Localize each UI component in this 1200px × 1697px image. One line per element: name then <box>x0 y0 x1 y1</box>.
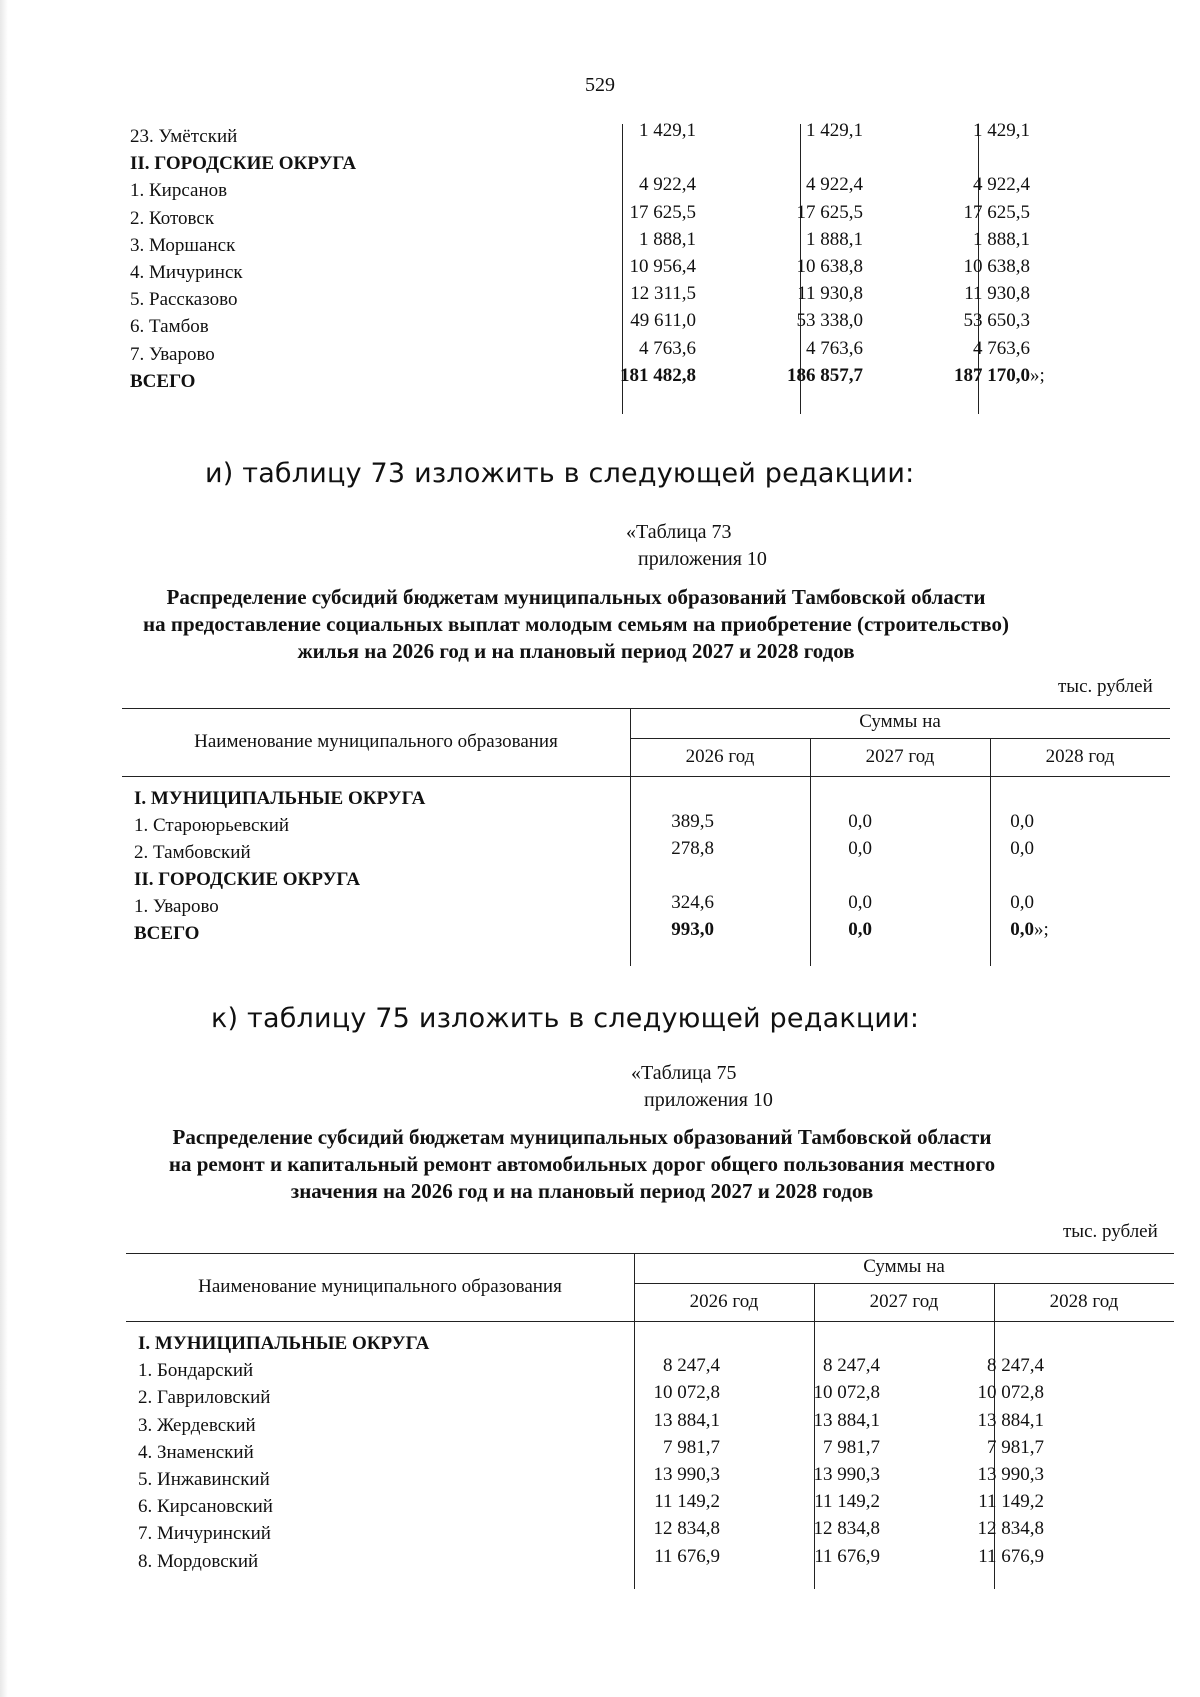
instruction-k: к) таблицу 75 изложить в следующей редакции: <box>211 1003 920 1034</box>
row-name: 1. Кирсанов <box>130 180 228 202</box>
header-top-border <box>122 708 1170 709</box>
row-name: 23. Умётский <box>130 126 238 147</box>
cell-year-3: 4 763,6 <box>973 337 1030 359</box>
cell-year-3: 0,0 <box>1010 919 1034 940</box>
header-year-2026: 2026 год <box>685 746 755 767</box>
header-sub-border <box>634 1283 1174 1284</box>
row-name: II. ГОРОДСКИЕ ОКРУГА <box>130 153 357 175</box>
row-name: 2. Тамбовский <box>134 842 251 863</box>
row-name: 7. Уварово <box>130 343 215 365</box>
cell-year-2: 4 922,4 <box>806 174 863 196</box>
cell-year-3: 0,0 <box>1010 892 1034 913</box>
table73-caption-2: приложения 10 <box>638 548 767 570</box>
row-name: 1. Староюрьевский <box>134 815 290 836</box>
row-name: II. ГОРОДСКИЕ ОКРУГА <box>134 869 361 890</box>
table-row <box>130 364 1130 395</box>
table-75 <box>126 1253 1176 1593</box>
cell-year-1: 4 922,4 <box>639 174 696 196</box>
table75-caption-2: приложения 10 <box>644 1089 773 1111</box>
cell-year-1: 10 072,8 <box>653 1382 720 1404</box>
row-name: ВСЕГО <box>130 370 196 392</box>
header-name: Наименование муниципального образования <box>198 1276 562 1297</box>
cell-year-2: 0,0 <box>848 811 872 832</box>
cell-year-3: 13 990,3 <box>977 1464 1044 1485</box>
row-name: 7. Мичуринский <box>138 1523 271 1545</box>
table73-title-line3: жилья на 2026 год и на плановый период 2027 и 2028 годов <box>297 639 855 663</box>
cell-year-2: 11 676,9 <box>814 1545 880 1567</box>
row-name: I. МУНИЦИПАЛЬНЫЕ ОКРУГА <box>138 1333 430 1354</box>
table-row <box>138 1545 1178 1575</box>
table75-units: тыс. рублей <box>1063 1221 1158 1242</box>
header-year-2028: 2028 год <box>1045 746 1115 767</box>
cell-year-3: 11 930,8 <box>964 283 1030 305</box>
row-name: 8. Мордовский <box>138 1550 259 1572</box>
cell-year-2: 17 625,5 <box>796 201 863 223</box>
cell-year-1: 12 311,5 <box>630 283 696 305</box>
cell-year-2: 8 247,4 <box>823 1355 880 1377</box>
cell-year-1: 993,0 <box>671 919 714 940</box>
row-name: 2. Гавриловский <box>138 1387 271 1409</box>
cell-year-1: 49 611,0 <box>630 310 696 332</box>
table-row <box>134 921 1174 947</box>
cell-year-2: 13 990,3 <box>813 1464 880 1485</box>
closing-quote: »; <box>1034 919 1049 940</box>
cell-year-1: 12 834,8 <box>653 1518 720 1540</box>
header-year-2027: 2027 год <box>865 746 935 767</box>
cell-year-2: 10 072,8 <box>813 1382 880 1404</box>
cell-year-2: 186 857,7 <box>787 364 863 386</box>
cell-year-1: 17 625,5 <box>629 201 696 223</box>
cell-year-2: 0,0 <box>848 892 872 913</box>
cell-year-3: 11 676,9 <box>978 1545 1044 1567</box>
cell-year-2: 53 338,0 <box>796 310 863 332</box>
table73-units: тыс. рублей <box>1058 676 1153 697</box>
cell-year-3: 7 981,7 <box>987 1436 1044 1458</box>
row-name: 1. Бондарский <box>138 1360 254 1382</box>
row-name: 5. Инжавинский <box>138 1469 270 1490</box>
table73-caption-1: «Таблица 73 <box>626 521 732 543</box>
cell-year-1: 13 884,1 <box>653 1409 720 1431</box>
header-sums: Суммы на <box>863 1256 945 1277</box>
cell-year-3: 10 072,8 <box>977 1382 1044 1404</box>
header-top-border <box>126 1253 1174 1254</box>
cell-year-3: 17 625,5 <box>963 201 1030 223</box>
cell-year-1: 13 990,3 <box>653 1464 720 1485</box>
cell-year-1: 1 888,1 <box>639 228 696 250</box>
header-name: Наименование муниципального образования <box>194 731 558 752</box>
header-bottom-border <box>122 776 1170 777</box>
row-name: 4. Мичуринск <box>130 262 243 283</box>
page-number: 529 <box>585 74 615 96</box>
cell-year-1: 278,8 <box>671 838 714 859</box>
row-name: 1. Уварово <box>134 896 219 917</box>
table-top-continuation <box>130 120 1130 416</box>
cell-year-1: 7 981,7 <box>663 1436 720 1458</box>
table75-title-line3: значения на 2026 год и на плановый период 2027 и 2028 годов <box>290 1179 874 1203</box>
cell-year-3: 11 149,2 <box>978 1491 1044 1513</box>
cell-year-2: 13 884,1 <box>813 1409 880 1431</box>
cell-year-2: 11 930,8 <box>797 283 863 305</box>
cell-year-1: 8 247,4 <box>663 1355 720 1377</box>
cell-year-3: 1 888,1 <box>973 228 1030 250</box>
cell-year-3: 12 834,8 <box>977 1518 1044 1540</box>
closing-quote: »; <box>1030 364 1045 386</box>
header-year-2028: 2028 год <box>1049 1291 1119 1312</box>
table75-title-line1: Распределение субсидий бюджетам муниципальных образований Тамбовской области <box>172 1125 992 1149</box>
cell-year-1: 11 676,9 <box>654 1545 720 1567</box>
cell-year-3: 0,0 <box>1010 811 1034 832</box>
table73-title-line2: на предоставление социальных выплат молодым семьям на приобретение (строительство) <box>143 612 1009 636</box>
header-year-2027: 2027 год <box>869 1291 939 1312</box>
cell-year-1: 10 956,4 <box>629 256 696 277</box>
cell-year-2: 7 981,7 <box>823 1436 880 1458</box>
row-name: 2. Котовск <box>130 207 215 229</box>
row-name: 5. Рассказово <box>130 289 238 311</box>
row-name: I. МУНИЦИПАЛЬНЫЕ ОКРУГА <box>134 788 426 809</box>
row-name: 6. Тамбов <box>130 316 209 338</box>
header-sums: Суммы на <box>859 711 941 732</box>
table-row <box>134 840 1174 866</box>
row-name: ВСЕГО <box>134 923 200 944</box>
cell-year-2: 0,0 <box>848 919 872 940</box>
row-name: 4. Знаменский <box>138 1441 254 1463</box>
cell-year-2: 12 834,8 <box>813 1518 880 1540</box>
cell-year-2: 4 763,6 <box>806 337 863 359</box>
scan-edge-shadow <box>0 0 8 1697</box>
row-name: 3. Моршанск <box>130 234 236 256</box>
cell-year-3: 8 247,4 <box>987 1355 1044 1377</box>
table75-title-line2: на ремонт и капитальный ремонт автомобильных дорог общего пользования местного <box>168 1152 996 1176</box>
header-sub-border <box>630 738 1170 739</box>
cell-year-3: 4 922,4 <box>973 174 1030 196</box>
cell-year-1: 4 763,6 <box>639 337 696 359</box>
cell-year-3: 10 638,8 <box>963 256 1030 277</box>
cell-year-3: 1 429,1 <box>973 120 1030 141</box>
cell-year-3: 187 170,0 <box>954 364 1030 386</box>
instruction-i: и) таблицу 73 изложить в следующей редакции: <box>205 458 915 489</box>
cell-year-2: 11 149,2 <box>814 1491 880 1513</box>
cell-year-2: 0,0 <box>848 838 872 859</box>
cell-year-1: 11 149,2 <box>654 1491 720 1513</box>
table73-title-line1: Распределение субсидий бюджетам муниципальных образований Тамбовской области <box>166 585 986 609</box>
cell-year-1: 1 429,1 <box>639 120 696 141</box>
cell-year-3: 13 884,1 <box>977 1409 1044 1431</box>
row-name: 6. Кирсановский <box>138 1496 273 1518</box>
table-73 <box>122 708 1172 968</box>
header-bottom-border <box>126 1321 1174 1322</box>
cell-year-1: 389,5 <box>671 811 714 832</box>
row-name: 3. Жердевский <box>138 1414 256 1436</box>
table-row <box>130 120 1130 150</box>
cell-year-1: 181 482,8 <box>620 364 696 386</box>
cell-year-3: 0,0 <box>1010 838 1034 859</box>
header-year-2026: 2026 год <box>689 1291 759 1312</box>
cell-year-2: 1 888,1 <box>806 228 863 250</box>
cell-year-2: 1 429,1 <box>806 120 863 141</box>
cell-year-3: 53 650,3 <box>963 310 1030 332</box>
table75-caption-1: «Таблица 75 <box>631 1062 737 1084</box>
cell-year-1: 324,6 <box>671 892 714 913</box>
cell-year-2: 10 638,8 <box>796 256 863 277</box>
